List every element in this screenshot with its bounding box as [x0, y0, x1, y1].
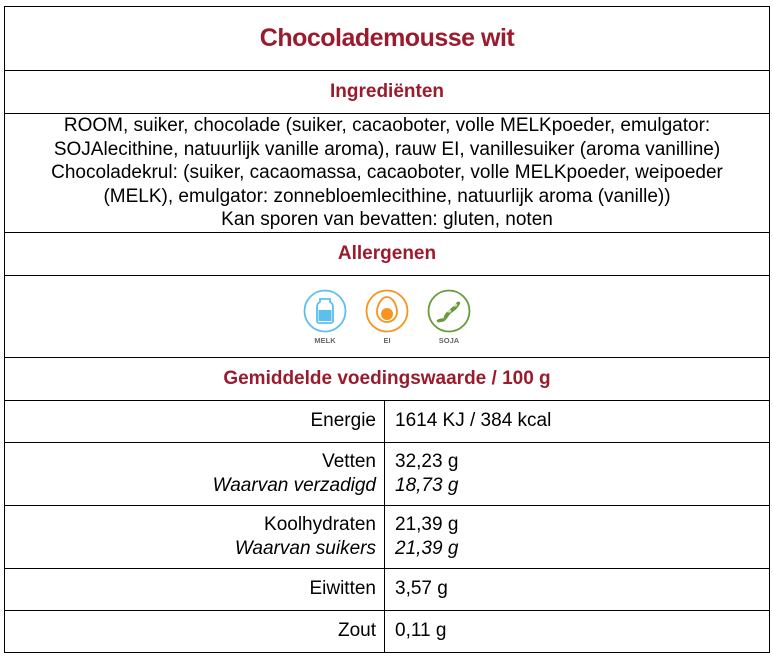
nutrition-row-fat: [5, 442, 770, 505]
nutrition-row-protein: [5, 568, 770, 610]
nutrient-sub-value: 21,39 g: [395, 537, 459, 559]
nutrient-sub-label: Waarvan verzadigd: [212, 474, 376, 496]
allergen-label: EI: [383, 336, 391, 345]
allergen-soy: [426, 289, 472, 345]
ingredients-line: ROOM, suiker, chocolade (suiker, cacaoboter, volle MELKpoeder, emulgator:: [63, 115, 711, 136]
ingredients-line: (MELK), emulgator: zonnebloemlecithine, natuurlijk aroma (vanille)): [103, 185, 671, 207]
nutrient-label: Eiwitten: [5, 568, 385, 610]
nutrient-value: 32,23 g: [395, 450, 459, 472]
product-info-table: [4, 6, 770, 653]
nutrient-value: 21,39 g: [395, 513, 459, 535]
nutrition-row-energy: [5, 400, 770, 442]
allergen-milk: [302, 289, 348, 345]
ingredients-text: [5, 114, 770, 233]
nutrient-label: Energie: [5, 400, 385, 442]
allergens-row: [5, 275, 770, 357]
nutrition-row-carbs: [5, 505, 770, 568]
product-title: Chocolademousse wit: [5, 7, 770, 71]
nutrition-row-salt: [5, 610, 770, 652]
soy-icon: [427, 289, 471, 333]
nutrient-label: Zout: [5, 610, 385, 652]
ingredients-line: SOJAlecithine, natuurlijk vanille aroma), rauw EI, vanillesuiker (aroma vanilline): [53, 138, 721, 160]
nutrition-heading: Gemiddelde voedingswaarde / 100 g: [5, 357, 770, 400]
egg-icon: [365, 289, 409, 333]
nutrient-label: Vetten: [322, 450, 376, 472]
ingredients-heading: Ingrediënten: [5, 71, 770, 114]
nutrient-value: 3,57 g: [385, 568, 770, 610]
nutrient-sub-label: Waarvan suikers: [234, 537, 376, 559]
ingredients-line: Chocoladekrul: (suiker, cacaomassa, cacaoboter, volle MELKpoeder, weipoeder: [51, 162, 723, 183]
nutrient-sub-value: 18,73 g: [395, 474, 459, 496]
allergen-label: SOJA: [438, 336, 460, 345]
allergen-egg: [364, 289, 410, 345]
ingredients-line: Kan sporen van bevatten: gluten, noten: [221, 209, 553, 230]
milk-bottle-icon: [303, 289, 347, 333]
allergen-label: MELK: [314, 336, 336, 345]
allergens-heading: Allergenen: [5, 232, 770, 275]
nutrient-value: 0,11 g: [385, 610, 770, 652]
nutrient-label: Koolhydraten: [264, 513, 376, 535]
nutrient-value: 1614 KJ / 384 kcal: [385, 400, 770, 442]
